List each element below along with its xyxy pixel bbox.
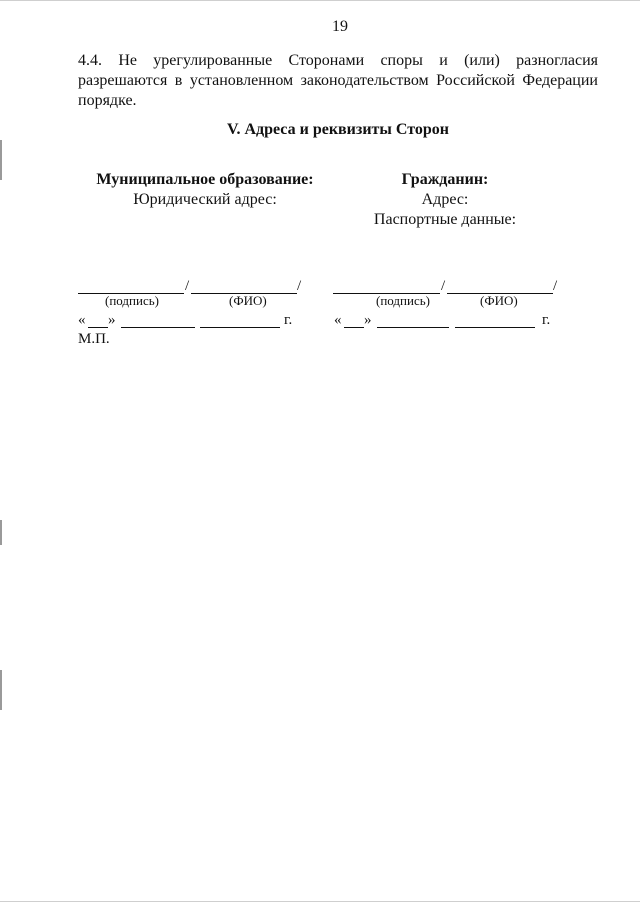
clause-line-3: порядке. bbox=[78, 92, 137, 109]
right-slash-2: / bbox=[553, 278, 558, 294]
scan-mark bbox=[0, 670, 2, 710]
left-quote-open: « bbox=[78, 312, 86, 328]
left-year-line bbox=[200, 327, 280, 328]
right-year-suffix: г. bbox=[542, 312, 551, 328]
right-day-line bbox=[344, 327, 364, 328]
left-party-heading: Муниципальное образование: bbox=[96, 171, 314, 188]
page-number: 19 bbox=[332, 18, 348, 35]
right-name-caption: (ФИО) bbox=[480, 293, 518, 308]
top-edge bbox=[0, 0, 640, 1]
right-party-heading: Гражданин: bbox=[401, 171, 489, 188]
section-title: V. Адреса и реквизиты Сторон bbox=[226, 121, 450, 138]
stamp-label: М.П. bbox=[78, 331, 110, 347]
right-party-block bbox=[330, 170, 560, 230]
scan-mark bbox=[0, 520, 2, 545]
right-year-line bbox=[455, 327, 535, 328]
left-year-suffix: г. bbox=[284, 312, 293, 328]
right-passport-label: Паспортные данные: bbox=[373, 211, 517, 228]
clause-line-2: разрешаются в установленном законодательством Российской Федерации bbox=[78, 72, 598, 89]
left-day-line bbox=[88, 327, 108, 328]
right-signature-caption: (подпись) bbox=[376, 293, 430, 308]
bottom-edge bbox=[0, 901, 640, 902]
right-quote-open: « bbox=[334, 312, 342, 328]
right-address-label: Адрес: bbox=[421, 191, 469, 208]
left-slash-1: / bbox=[185, 278, 190, 294]
left-name-caption: (ФИО) bbox=[229, 293, 267, 308]
left-quote-close: » bbox=[108, 312, 116, 328]
right-quote-close: » bbox=[364, 312, 372, 328]
left-party-block bbox=[80, 170, 330, 210]
left-month-line bbox=[121, 327, 195, 328]
left-address-label: Юридический адрес: bbox=[133, 191, 277, 208]
scan-mark bbox=[0, 140, 2, 180]
left-signature-caption: (подпись) bbox=[105, 293, 159, 308]
left-slash-2: / bbox=[297, 278, 302, 294]
right-month-line bbox=[377, 327, 449, 328]
right-slash-1: / bbox=[441, 278, 446, 294]
clause-line-1: 4.4. Не урегулированные Сторонами споры и (или) разногласия bbox=[78, 52, 598, 69]
